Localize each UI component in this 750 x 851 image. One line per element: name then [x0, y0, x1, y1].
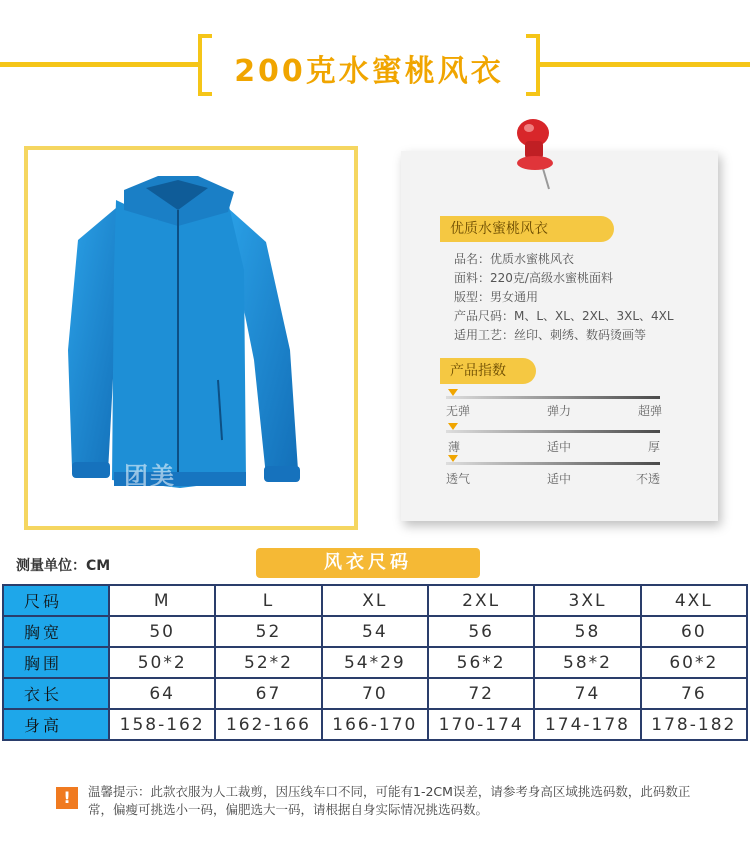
index-right: 不透 — [636, 472, 661, 486]
unit-label: 测量单位：CM — [16, 558, 111, 574]
thickness-slider — [446, 430, 660, 434]
spec-process: 适用工艺：丝印、刺绣、数码烫画等 — [454, 328, 647, 342]
index-mid: 适中 — [547, 472, 572, 486]
table-cell: 64 — [109, 678, 215, 709]
table-row — [3, 678, 747, 709]
table-cell: 174-178 — [534, 709, 640, 740]
index-tag: 产品指数 — [440, 358, 536, 384]
indicator-icon — [448, 389, 458, 396]
jacket-image — [28, 150, 354, 526]
table-cell: 158-162 — [109, 709, 215, 740]
index-left: 无弹 — [446, 404, 471, 418]
header-line-left — [0, 62, 198, 67]
table-cell: 58 — [534, 616, 640, 647]
row-header: 尺码 — [3, 585, 109, 616]
table-cell: 56*2 — [428, 647, 534, 678]
elasticity-slider — [446, 396, 660, 400]
table-cell: XL — [322, 585, 428, 616]
table-row — [3, 709, 747, 740]
table-cell: 3XL — [534, 585, 640, 616]
table-cell: 67 — [215, 678, 321, 709]
index-mid: 适中 — [547, 440, 572, 454]
row-header: 胸围 — [3, 647, 109, 678]
indicator-icon — [448, 455, 458, 462]
spec-sizes: 产品尺码：M、L、XL、2XL、3XL、4XL — [454, 309, 674, 323]
table-cell: L — [215, 585, 321, 616]
header-line-right — [540, 62, 750, 67]
table-cell: 52 — [215, 616, 321, 647]
spec-fabric: 面料：220克/高级水蜜桃面料 — [454, 271, 613, 285]
table-cell: 58*2 — [534, 647, 640, 678]
spec-name: 品名：优质水蜜桃风衣 — [454, 252, 575, 266]
table-cell: 72 — [428, 678, 534, 709]
table-cell: 178-182 — [641, 709, 747, 740]
row-header: 衣长 — [3, 678, 109, 709]
table-cell: 76 — [641, 678, 747, 709]
index-right: 厚 — [648, 440, 661, 454]
index-mid: 弹力 — [547, 404, 572, 418]
table-cell: 50*2 — [109, 647, 215, 678]
table-cell: M — [109, 585, 215, 616]
table-cell: 52*2 — [215, 647, 321, 678]
spec-fit: 版型：男女通用 — [454, 290, 539, 304]
table-row — [3, 647, 747, 678]
index-left: 薄 — [448, 440, 461, 454]
table-row — [3, 616, 747, 647]
row-header: 胸宽 — [3, 616, 109, 647]
table-cell: 54*29 — [322, 647, 428, 678]
indicator-icon — [448, 423, 458, 430]
table-cell: 4XL — [641, 585, 747, 616]
table-cell: 56 — [428, 616, 534, 647]
index-right: 超弹 — [638, 404, 663, 418]
pushpin-icon — [505, 113, 565, 193]
table-cell: 162-166 — [215, 709, 321, 740]
warning-icon: ! — [56, 787, 78, 809]
table-row — [3, 585, 747, 616]
table-cell: 60 — [641, 616, 747, 647]
table-cell: 70 — [322, 678, 428, 709]
watermark: 团美 — [124, 462, 176, 490]
breathability-slider — [446, 462, 660, 466]
spec-tag: 优质水蜜桃风衣 — [440, 216, 614, 242]
header-frame — [198, 34, 540, 96]
table-cell: 50 — [109, 616, 215, 647]
size-title: 风衣尺码 — [256, 548, 480, 578]
notice-text: 温馨提示：此款衣服为人工裁剪，因压线车口不同，可能有1-2CM误差，请参考身高区域挑选码数，此码数正常，偏瘦可挑选小一码，偏肥选大一码，请根据自身实际情况挑选码数。 — [88, 784, 691, 817]
table-cell: 2XL — [428, 585, 534, 616]
table-cell: 54 — [322, 616, 428, 647]
index-left: 透气 — [446, 472, 471, 486]
table-cell: 60*2 — [641, 647, 747, 678]
table-cell: 74 — [534, 678, 640, 709]
product-photo — [24, 146, 358, 530]
row-header: 身高 — [3, 709, 109, 740]
table-cell: 166-170 — [322, 709, 428, 740]
table-cell: 170-174 — [428, 709, 534, 740]
page-title: 200克水蜜桃风衣 — [234, 54, 504, 89]
size-table — [2, 584, 748, 741]
